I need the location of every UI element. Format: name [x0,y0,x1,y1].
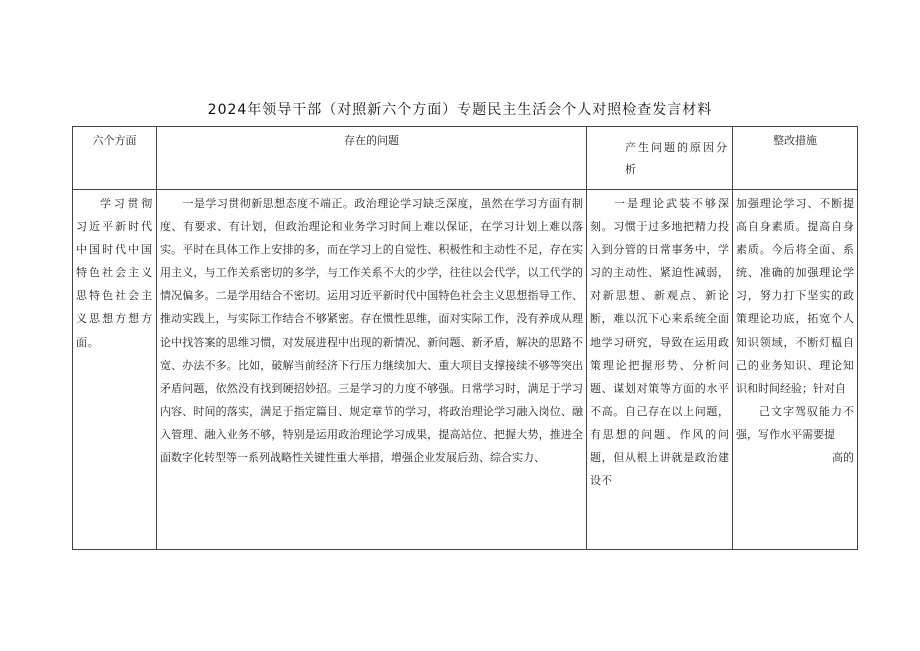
cell-problems [157,190,587,550]
cell-causes [587,190,733,550]
table-header-row [73,127,858,190]
causes-text: 一是理论武装不够深刻。习惯于过多地把精力投入到分管的日常事务中，学习的主动性、紧迫性减弱，对新思想、新观点、新论断，难以沉下心来系统全面地学习研究，导致在运用政策理论把握形势、分析问题、谋划对策等方面的水平不高。自己存在以上问题，有思想的问题、作风的问题，但从根上讲就是政治建设不 [590,197,729,488]
measures-text-a: 加强理论学习、不断提高自身素质。提高自身素质。今后将全面、系统、准确的加强理论学习，努力打下坚实的政策理论功底，拓宽个人知识领域，不断灯榅自己的业务知识、理论知识和时间经验；针对自 [736,197,854,395]
document-title: 2024年领导干部（对照新六个方面）专题民主生活会个人对照检查发言材料 [207,102,713,118]
cell-measures [733,190,858,550]
cell-aspect [73,190,157,550]
table-row [73,190,858,550]
problems-text: 一是学习贯彻新思想态度不端正。政治理论学习缺乏深度，虽然在学习方面有制度、有要求、有计划，但政治理论和业务学习时间上难以保证，在学习计划上难以落实。平时在具体工作上安排的多，而在学习上的自觉性、积极性和主动性不足，存在实用主义，与工作关系密切的多学，与工作关系不大的少学，往往以会代学，以工代学的情况偏多。二是学用结合不密切。运用习近平新时代中国特色社会主义思想指导工作、推动实践上，与实际工作结合不够紧密。存在惯性思维，面对实际工作，没有养成从理论中找答案的思维习惯，对发展进程中出现的新情况、新问题、新矛盾，解决的思路不宽、办法不多。比如，破解当前经济下行压力继续加大、重大项目支撑接续不够等突出矛盾问题，依然没有找到硬招妙招。三是学习的力度不够强。日常学习时，满足于学习内容、时间的落实，满足于指定篇目、规定章节的学习，将政治理论学习融入岗位、融入管理、融入业务不够，特别是运用政治理论学习成果，提高站位、把握大势，推进全面数字化转型等一系列战略性关键性重大举措，增强企业发展后劲、综合实力、 [160,197,583,465]
header-problems: 存在的问题 [157,127,587,190]
measures-text-c: 高的 [832,451,854,465]
header-aspect: 六个方面 [73,127,157,190]
header-measures: 整改措施 [733,127,858,190]
aspect-text: 学习贯彻习近平新时代中国时代中国特色社会主义思特色社会主义思想方想方面。 [76,197,153,349]
self-review-table [72,126,858,550]
header-causes: 产生问题的原因分析 [587,127,733,190]
measures-text-b: 己文字驾驭能力不强，写作水平需要提 [736,404,854,441]
